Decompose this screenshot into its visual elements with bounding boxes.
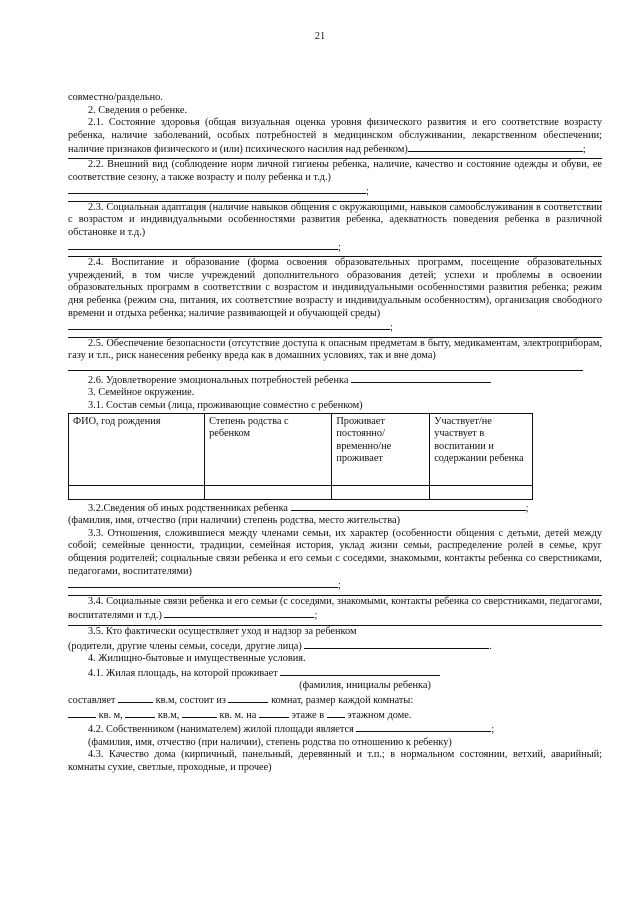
item-3-5: 3.5. Кто фактически осуществляет уход и надзор за ребенком xyxy=(88,626,357,637)
table-header: ФИО, год рождения xyxy=(69,413,205,485)
item-2-4: 2.4. Воспитание и образование (форма освоения образовательных программ, посещение образовательных учреждений, в том числе учреждений дополнительного образования детей; успехи и проблемы в освоении образовательных программ в соответствии с возрастом и индивидуальными особенностями развития ребенка; режим дня ребенка (режим сна, питания, их соответствие возрасту и индивидуальным особенностям), организация свободного времени и отдыха ребенка; наличие развивающей и обучающей среды) xyxy=(68,257,602,319)
page-number: 21 xyxy=(314,31,326,42)
hint-text: (фамилия, имя, отчество (при наличии) степень родства, место жительства) xyxy=(68,515,401,527)
item-4-2: 4.2. Собственником (нанимателем) жилой площади является ; xyxy=(88,724,495,736)
table-cell[interactable] xyxy=(69,485,205,499)
fill-line[interactable] xyxy=(327,708,345,718)
table-header: Участвует/не участвует в воспитании и содержании ребенка xyxy=(430,413,533,485)
hint-text: (фамилия, инициалы ребенка) xyxy=(299,680,431,692)
form-content: совместно/раздельно. 2. Сведения о ребенке. 2.1. Состояние здоровья (общая визуальная оценка уровня физического развития и его соответствие возрасту ребенка, наличие заболеваний, особых потребностей в медицинском обслуживании, лекарственном обеспечении; наличие признаков физического и (или) психического насилия над ребенком) ; 2.2. Внешний вид (соблюдение норм личной гигиены ребенка, наличие, качество и состояние одежды и обуви, ее соответствие сезону, а также возрасту и полу ребенка и т.д.) ; 2.3. Социальная адаптация (наличие навыков общения с окружающими, навыков самообслуживания в соответствии с возрастом и индивидуальными особенностями развития ребенка, адекватность поведения ребенка в различной обстановке и т.д.) ; 2.4. Воспитание и образование (форма освоения образовательных программ, посещение образовательных учреждений, в том числе учреждений дополнительного образования детей; успехи и проблемы в освоении образовательных программ в соответствии с возрастом и индивидуальными особенностями развития ребенка; режим дня ребенка (режим сна, питания, их соответствие возрасту и индивидуальным особенностям), организация свободного времени и отдыха ребенка; наличие развивающей и обучающей среды) ; 2.5. Обеспечение безопасности (отсутствие доступа к опасным предметам в быту, медикаментам, электроприборам, газу и т.п., риск нанесения ребенку вреда как в домашних условиях, так и вне дома) 2.6. Удовлетворение эмоциональных потребностей ребенка 3. Семейное окружение. 3.1. Состав семьи (лица, проживающие совместно с ребенком) ФИО, год рождения Степень родства с ребенком Проживает постоянно/временно/не проживает Участвует/не участвует в воспитании и содержании ребенка 3.2.Сведения об иных родственниках ребенка ; (фамилия, имя, отчество (при наличии) степень родства, место жительства) 3.3. Отношения, сложившиеся между членами семьи, их характер (особенности общения с детьми, детей между собой; семейные ценности, традиции, семейная история, уклад жизни семьи, распределение ролей в семье, круг общения родителей; социальные связи ребенка и его семьи с соседями, знакомыми, контакты ребенка со сверстниками, педагогами, воспитателями) ; 3.4. Социальные связи ребенка и его семьи (с соседями, знакомыми, контакты ребенка со сверстниками, педагогами, воспитателями и т.д.) ; 3.5. Кто фактически осуществляет уход и надзор за ребенком (родители, другие члены семьи, соседи, другие лица) . 4. Жилищно-бытовые и имущественные условия. 4.1. Жилая площадь, на которой проживает (фамилия, инициалы ребенка) составляет кв.м, состоит из комнат, размер каждой комнаты: кв. м, кв.м, кв. м. на этаже в этажном доме. 4.2. Собственником (нанимателем) жилой площади является ; (фамилия, имя, отчество (при наличии), степень родства по отношению к ребенку) 4.3. Качество дома (кирпичный, панельный, деревянный и т.п.; в нормальном состоянии, ветхий, аварийный; комнаты сухие, светлые, проходные, и прочее) xyxy=(68,92,602,773)
item-2-6: 2.6. Удовлетворение эмоциональных потребностей ребенка xyxy=(68,373,602,388)
section-heading: 2. Сведения о ребенке. xyxy=(88,104,188,116)
table-cell[interactable] xyxy=(332,485,430,499)
fill-line[interactable] xyxy=(291,501,526,511)
section-heading: 3. Семейное окружение. xyxy=(88,387,195,399)
text-line: совместно/раздельно. xyxy=(68,92,163,103)
item-2-2: 2.2. Внешний вид (соблюдение норм личной гигиены ребенка, наличие, качество и состояние одежды и обуви, ее соответствие сезону, а также возрасту и полу ребенка и т.д.) xyxy=(68,158,602,183)
fill-line[interactable] xyxy=(228,693,268,703)
fill-line[interactable] xyxy=(68,184,366,194)
hint-text: (родители, другие члены семьи, соседи, другие лица) xyxy=(68,640,302,652)
fill-line[interactable] xyxy=(68,578,338,588)
section-heading: 4. Жилищно-бытовые и имущественные условия. xyxy=(88,653,306,665)
fill-line[interactable] xyxy=(182,708,217,718)
fill-line[interactable] xyxy=(125,708,155,718)
table-cell[interactable] xyxy=(430,485,533,499)
fill-line[interactable] xyxy=(68,320,390,330)
fill-line[interactable] xyxy=(351,373,491,383)
fill-line[interactable] xyxy=(68,708,96,718)
item-3-4: 3.4. Социальные связи ребенка и его семьи (с соседями, знакомыми, контакты ребенка со сверстниками, педагогами, воспитателями и т.д.) ; xyxy=(68,595,602,622)
hint-text: (фамилия, имя, отчество (при наличии), степень родства по отношению к ребенку) xyxy=(88,736,452,748)
fill-line[interactable] xyxy=(164,608,314,618)
table-header: Степень родства с ребенком xyxy=(205,413,332,485)
item-2-1: 2.1. Состояние здоровья (общая визуальная оценка уровня физического развития и его соответствие возрасту ребенка, наличие заболеваний, особых потребностей в медицинском обслуживании, лекарственном обеспечении; наличие признаков физического и (или) психического насилия над ребенком) ; xyxy=(68,117,602,156)
family-table xyxy=(68,413,533,500)
table-cell[interactable] xyxy=(205,485,332,499)
fill-line[interactable] xyxy=(68,240,338,250)
item-3-1: 3.1. Состав семьи (лица, проживающие совместно с ребенком) xyxy=(88,400,363,412)
item-2-5: 2.5. Обеспечение безопасности (отсутствие доступа к опасным предметам в быту, медикаментам, электроприборам, газу и т.п., риск нанесения ребенку вреда как в домашних условиях, так и вне дома) xyxy=(68,337,602,362)
fill-line[interactable] xyxy=(304,639,489,649)
item-4-1: 4.1. Жилая площадь, на которой проживает xyxy=(68,666,602,681)
table-header: Проживает постоянно/временно/не проживает xyxy=(332,413,430,485)
item-4-3: 4.3. Качество дома (кирпичный, панельный, деревянный и т.п.; в нормальном состоянии, ветхий, аварийный; комнаты сухие, светлые, проходные, и прочее) xyxy=(68,749,602,773)
item-3-2: 3.2.Сведения об иных родственниках ребенка ; xyxy=(88,502,529,514)
fill-line[interactable] xyxy=(408,142,583,152)
fill-line[interactable] xyxy=(356,722,491,732)
item-3-3: 3.3. Отношения, сложившиеся между членами семьи, их характер (особенности общения с детьми, детей между собой; семейные ценности, традиции, семейная история, уклад жизни семьи, распределение ролей в семье, круг общения родителей; социальные связи ребенка и его семьи с соседями, знакомыми, контакты ребенка со сверстниками, педагогами, воспитателями) xyxy=(68,527,602,577)
fill-line[interactable] xyxy=(118,693,153,703)
item-2-3: 2.3. Социальная адаптация (наличие навыков общения с окружающими, навыков самообслуживания в соответствии с возрастом и индивидуальными особенностями развития ребенка, адекватность поведения ребенка в различной обстановке и т.д.) xyxy=(68,201,602,238)
fill-line[interactable] xyxy=(280,666,440,676)
fill-line[interactable] xyxy=(259,708,289,718)
